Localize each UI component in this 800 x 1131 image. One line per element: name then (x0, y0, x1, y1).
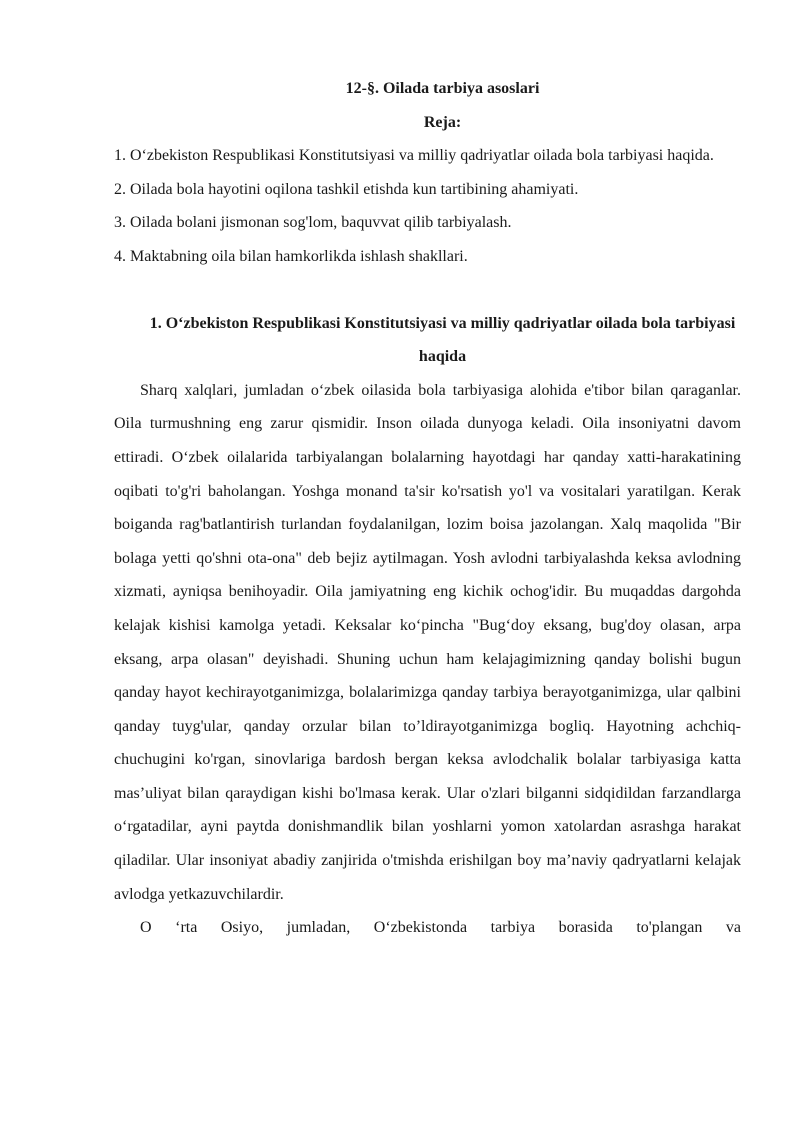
document-page (114, 72, 741, 945)
plan-item-4: 4. Maktabning oila bilan hamkorlikda ishlash shakllari. (114, 247, 468, 265)
plan-item-3: 3. Oilada bolani jismonan sog'lom, baquvvat qilib tarbiyalash. (114, 214, 512, 232)
plan-item-1: 1. O‘zbekiston Respublikasi Konstitutsiyasi va milliy qadriyatlar oilada bola tarbiyasi haqida. (114, 147, 714, 165)
plan-item-2: 2. Oilada bola hayotini oqilona tashkil etishda kun tartibining ahamiyati. (114, 180, 579, 198)
section-spacer (114, 274, 741, 307)
page-title: 12-§. Oilada tarbiya asoslari (345, 80, 540, 97)
plan-label: Reja: (423, 113, 462, 131)
section-title: 1. O‘zbekiston Respublikasi Konstitutsiyasi va milliy qadriyatlar oilada bola tarbiyasi haqida (149, 314, 736, 366)
plan-list (114, 139, 741, 273)
body-paragraph-2: O ‘rta Osiyo, jumladan, O‘zbekistonda tarbiya borasida to'plangan va (140, 919, 741, 937)
body-paragraph-1: Sharq xalqlari, jumladan o‘zbek oilasida bola tarbiyasiga alohida e'tibor bilan qaraganlar. Oila turmushning eng zarur qismidir. Inson oilada dunyoga keladi. Oila insoniyatni davom ettiradi. O‘zbek oilalarida tarbiyalangan bolalarning hayotdagi har qanday xatti-harakatining oqibati to'g'ri baholangan. Yoshga monand ta'sir ko'rsatish yo'l va vositalari yaratilgan. Kerak boiganda rag'batlantirish turlandan foydalanilgan, lozim boisa jazolangan. Xalq maqolida "Bir bolaga yetti qo'shni ota-ona" deb bejiz aytilmagan. Yosh avlodni tarbiyalashda keksa avlodning xizmati, ayniqsa benihoyadir. Oila jamiyatning eng kichik ochog'idir. Bu muqaddas dargohda kelajak kishisi kamolga yetadi. Keksalar ko‘pincha "Bug‘doy eksang, bug'doy olasan, arpa eksang, arpa olasan" deyishadi. Shuning uchun ham kelajagimizning qanday bolishi bugun qanday hayot kechirayotganimizga, bolalarimizga qanday tarbiya berayotganimizga, ular qalbini qanday tuyg'ular, qanday orzular bilan to’ldirayotganimizga bogliq. Hayotning achchiq-chuchugini ko'rgan, sinovlariga bardosh bergan keksa avlodchalik bolalar tarbiyasiga katta mas’uliyat bilan qaraydigan kishi bo'lmasa kerak. Ular o'zlari bilganni sidqidildan farzandlarga o‘rgatadilar, ayni paytda donishmandlik bilan yoshlarni yomon xatolardan asrashga harakat qiladilar. Ular insoniyat abadiy zanjirida o'tmishda erishilgan boy ma’naviy qadryatlarni kelajak avlodga yetkazuvchilardir. (114, 381, 741, 903)
